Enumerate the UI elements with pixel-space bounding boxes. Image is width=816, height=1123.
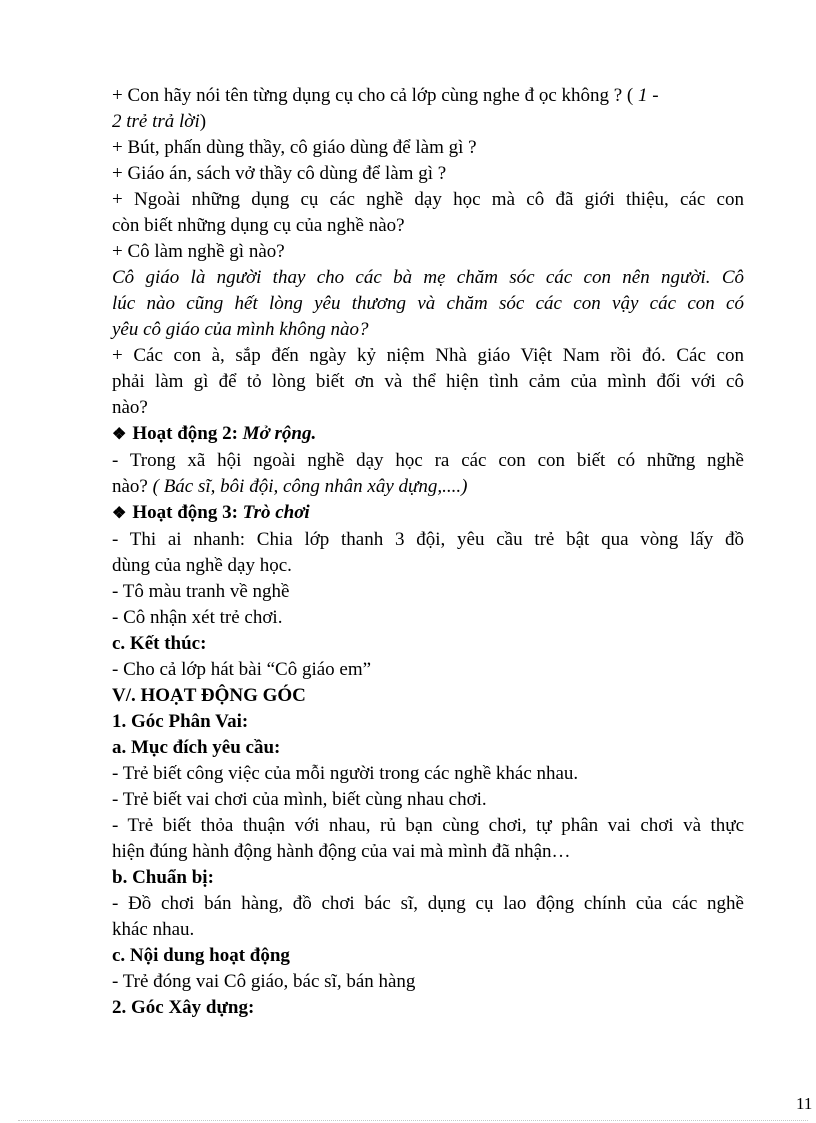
text-line: dùng của nghề dạy học. bbox=[112, 555, 292, 576]
text-line-italic: lúc nào cũng hết lòng yêu thương và chăm sóc các con vậy các con có bbox=[112, 293, 744, 314]
text-line bbox=[112, 83, 744, 109]
heading-title: Trò chơi bbox=[242, 502, 310, 523]
heading-title: Mở rộng. bbox=[242, 423, 317, 444]
text-line: - Trẻ biết công việc của mỗi người trong các nghề khác nhau. bbox=[112, 763, 579, 784]
footer-divider bbox=[18, 1120, 808, 1121]
section-heading-corner-activities: V/. HOẠT ĐỘNG GÓC bbox=[112, 685, 306, 706]
text-line: + Cô làm nghề gì nào? bbox=[112, 241, 285, 262]
text-line: - Cô nhận xét trẻ chơi. bbox=[112, 607, 283, 628]
text-line: - Trẻ biết thỏa thuận với nhau, rủ bạn cùng chơi, tự phân vai chơi và thực bbox=[112, 815, 744, 836]
section-heading-content: c. Nội dung hoạt động bbox=[112, 945, 290, 966]
text-line: - Trong xã hội ngoài nghề dạy học ra các con con biết có những nghề bbox=[112, 450, 744, 471]
text-line: - Trẻ đóng vai Cô giáo, bác sĩ, bán hàng bbox=[112, 971, 416, 992]
text-line-italic: yêu cô giáo của mình không nào? bbox=[112, 319, 369, 340]
text-run: ) bbox=[199, 111, 207, 132]
text-line: khác nhau. bbox=[112, 919, 195, 940]
text-line: - Thi ai nhanh: Chia lớp thanh 3 đội, yêu cầu trẻ bật qua vòng lấy đồ bbox=[112, 529, 744, 550]
page-content bbox=[112, 83, 744, 1021]
text-line: phải làm gì để tỏ lòng biết ơn và thể hiện tình cảm của mình đối với cô bbox=[112, 371, 744, 392]
text-line: - Tô màu tranh về nghề bbox=[112, 581, 290, 602]
text-line: + Các con à, sắp đến ngày kỷ niệm Nhà giáo Việt Nam rồi đó. Các con bbox=[112, 345, 744, 366]
heading-label: Hoạt động 3: bbox=[132, 502, 238, 523]
text-run: nào? bbox=[112, 476, 148, 497]
text-line: - Đồ chơi bán hàng, đồ chơi bác sĩ, dụng cụ lao động chính của các nghề bbox=[112, 893, 744, 914]
diamond-bullet-icon: ❖ bbox=[112, 426, 127, 443]
text-line: + Giáo án, sách vở thầy cô dùng để làm gì ? bbox=[112, 163, 447, 184]
section-heading-objectives: a. Mục đích yêu cầu: bbox=[112, 737, 281, 758]
section-heading-building-corner: 2. Góc Xây dựng: bbox=[112, 997, 255, 1018]
diamond-bullet-icon: ❖ bbox=[112, 505, 127, 522]
text-line: nào? bbox=[112, 397, 148, 418]
text-run-italic: ( Bác sĩ, bôi đội, công nhân xây dựng,....) bbox=[147, 476, 468, 497]
text-line-italic: Cô giáo là người thay cho các bà mẹ chăm sóc các con nên người. Cô bbox=[112, 267, 744, 288]
text-run-italic: 2 trẻ trả lời bbox=[112, 111, 200, 132]
text-line: + Ngoài những dụng cụ các nghề dạy học mà cô đã giới thiệu, các con bbox=[112, 189, 744, 210]
heading-label: Hoạt động 2: bbox=[132, 423, 238, 444]
section-heading-role-play-corner: 1. Góc Phân Vai: bbox=[112, 711, 249, 732]
text-line bbox=[112, 474, 744, 500]
text-line bbox=[112, 109, 744, 135]
section-heading-activity-3 bbox=[112, 500, 744, 527]
text-line: + Bút, phấn dùng thầy, cô giáo dùng để làm gì ? bbox=[112, 137, 477, 158]
section-heading-ending: c. Kết thúc: bbox=[112, 633, 207, 654]
text-run: + Con hãy nói tên từng dụng cụ cho cả lớp cùng nghe đ ọc không ? ( bbox=[112, 85, 634, 106]
section-heading-preparation: b. Chuẩn bị: bbox=[112, 867, 214, 888]
text-run-italic: 1 - bbox=[633, 85, 659, 106]
text-line: - Trẻ biết vai chơi của mình, biết cùng nhau chơi. bbox=[112, 789, 487, 810]
text-line: - Cho cả lớp hát bài “Cô giáo em” bbox=[112, 659, 372, 680]
text-line: còn biết những dụng cụ của nghề nào? bbox=[112, 215, 405, 236]
text-line: hiện đúng hành động hành động của vai mà mình đã nhận… bbox=[112, 841, 571, 862]
section-heading-activity-2 bbox=[112, 421, 744, 448]
page-number: 11 bbox=[796, 1094, 813, 1113]
